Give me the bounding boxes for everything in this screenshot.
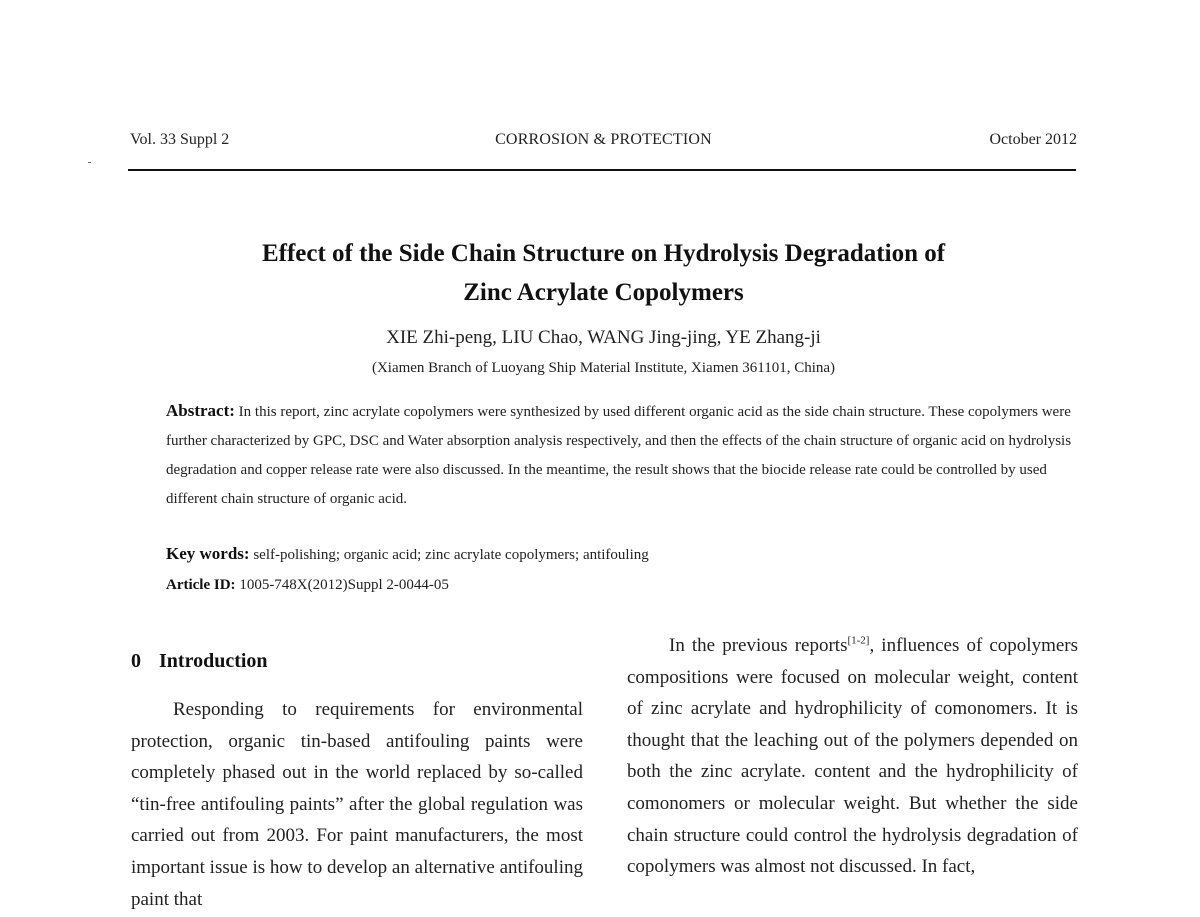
intro-paragraph: Responding to requirements for environmental protection, organic tin-based antifouling paints were completely phased out in the world replaced by so-called “tin-free antifouling paints” after the global regulation was carried out from 2003. For paint manufacturers, the most important issue is how to develop an alternative antifouling paint that: [131, 699, 583, 910]
publication-date: October 2012: [989, 131, 1077, 148]
citation-ref: [1-2]: [847, 634, 870, 647]
keywords-text: self-polishing; organic acid; zinc acrylate copolymers; antifouling: [253, 547, 649, 563]
header-rule: [128, 169, 1076, 171]
paragraph-text-rest: , influences of copolymers compositions were focused on molecular weight, content of zinc acrylate and hydrophilicity of comonomers. It is thought that the leaching out of the polymers depended on both the zinc acrylate. content and the hydrophilicity of comonomers or molecular weight. But whether the side chain structure could control the hydrolysis degradation of copolymers was almost not discussed. In fact,: [627, 635, 1078, 878]
abstract-label: Abstract:: [166, 401, 235, 420]
affiliation: (Xiamen Branch of Luoyang Ship Material Institute, Xiamen 361101, China): [371, 360, 836, 376]
authors: XIE Zhi-peng, LIU Chao, WANG Jing-jing, YE Zhang-ji: [386, 327, 821, 348]
paragraph-text-start: In the previous reports: [669, 635, 848, 656]
left-column: [131, 694, 583, 915]
article-id-text: 1005-748X(2012)Suppl 2-0044-05: [239, 577, 449, 593]
abstract: [166, 396, 1076, 514]
section-number: 0: [131, 650, 141, 672]
article-id-label: Article ID:: [166, 577, 236, 593]
previous-reports-paragraph: [627, 630, 1078, 883]
right-column: [627, 630, 1078, 883]
volume-info: Vol. 33 Suppl 2: [130, 131, 230, 148]
abstract-text: In this report, zinc acrylate copolymers were synthesized by used different organic acid as the side chain structure. These copolymers were further characterized by GPC, DSC and Water absorption analysis respectively, and then the effects of the chain structure of organic acid on hydrolysis degradation and copper release rate were also discussed. In the meantime, the result shows that the biocide release rate could be controlled by used different chain structure of organic acid.: [166, 404, 1072, 507]
article-id: [166, 577, 1076, 594]
section-heading: [131, 650, 268, 673]
scan-artifact: [88, 162, 91, 163]
section-title: Introduction: [159, 650, 268, 672]
paper-title: [130, 234, 1077, 312]
title-line-2: Zinc Acrylate Copolymers: [463, 279, 744, 306]
keywords-label: Key words:: [166, 544, 250, 563]
title-line-1: Effect of the Side Chain Structure on Hydrolysis Degradation of: [261, 240, 946, 267]
keywords: [166, 544, 1076, 564]
journal-name: CORROSION & PROTECTION: [495, 131, 712, 148]
